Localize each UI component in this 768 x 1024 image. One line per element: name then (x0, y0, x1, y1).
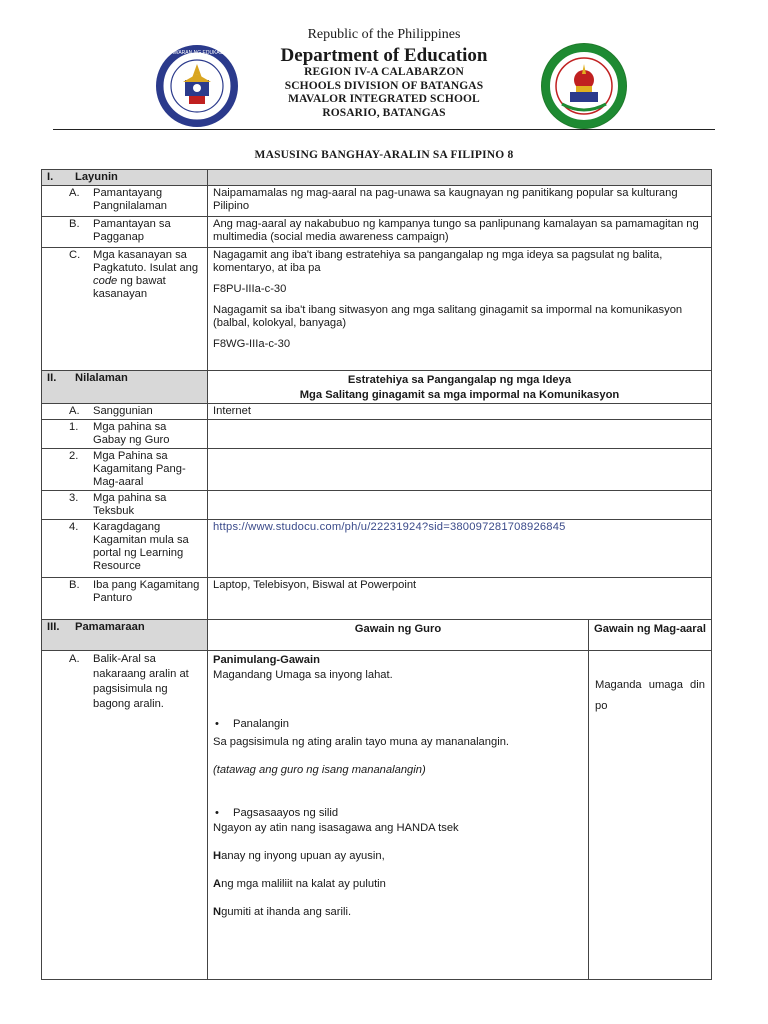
row-label: Sanggunian (93, 405, 153, 417)
header-divider (53, 129, 715, 130)
row-content: Laptop, Telebisyon, Biswal at Powerpoint (208, 578, 712, 620)
division-line: SCHOOLS DIVISION OF BATANGAS (284, 79, 484, 92)
table-row (42, 651, 712, 980)
table-row (42, 420, 712, 449)
row-content: Internet (208, 404, 712, 420)
handa-h-letter: H (213, 850, 222, 862)
document-title: MASUSING BANGHAY-ARALIN SA FILIPINO 8 (254, 149, 514, 161)
row-number: B. (69, 579, 80, 591)
row-number: B. (69, 218, 80, 230)
section-number: II. (47, 372, 57, 384)
bullet-pagsasaayos: • Pagsasaayos ng silid (215, 806, 583, 821)
bullet-panalangin: • Panalangin (215, 717, 583, 732)
competency-code: F8WG-IIIa-c-30 (213, 338, 291, 350)
lesson-topic-2: Mga Salitang ginagamit sa mga impormal na Komunikasyon (299, 389, 620, 401)
lesson-plan-table (41, 169, 712, 980)
lesson-topic-1: Estratehiya sa Pangangalap ng mga Ideya (347, 374, 572, 386)
row-label: Mga pahina sa Teksbuk (93, 492, 167, 517)
row-number: A. (69, 653, 80, 665)
row-content (208, 491, 712, 520)
department-line: Department of Education (280, 45, 488, 66)
greeting-text: Magandang Umaga sa inyong lahat. (213, 669, 393, 681)
competency-text: Nagagamit sa iba't ibang sitwasyon ang mga salitang ginagamit sa impormal na komunikasyon (balbal, kolokyal, banyaga) (213, 304, 683, 329)
school-line: MAVALOR INTEGRATED SCHOOL (288, 93, 480, 105)
row-content (208, 449, 712, 491)
row-number: A. (69, 405, 80, 417)
section-number: III. (47, 621, 60, 633)
row-label: Pamantayan sa Pagganap (93, 218, 171, 243)
section-label: Pamamaraan (75, 621, 145, 633)
table-row (42, 248, 712, 371)
handa-a-rest: ng mga maliliit na kalat ay pulutin (221, 878, 386, 890)
competency-code: F8PU-IIIa-c-30 (213, 283, 287, 295)
location-line: ROSARIO, BATANGAS (322, 106, 446, 119)
table-row (42, 491, 712, 520)
handa-a-letter: A (213, 878, 222, 890)
handa-a-line (213, 877, 583, 892)
row-label: Mga kasanayan sa Pagkatuto. Isulat ang (93, 249, 199, 274)
section-number: I. (47, 171, 54, 183)
table-row (42, 186, 712, 217)
student-response: Maganda umaga din po (595, 679, 705, 712)
row-number: 2. (69, 450, 79, 462)
row-label: ng bawat kasanayan (93, 275, 166, 300)
section-row-nilalaman (42, 371, 712, 404)
row-label: Pamantayang Pangnilalaman (93, 187, 168, 212)
row-number: A. (69, 187, 80, 199)
handa-text: Ngayon ay atin nang isasagawa ang HANDA tsek (213, 822, 459, 834)
row-label: Karagdagang Kagamitan mula sa portal ng Learning Resource (93, 521, 189, 572)
row-label: Mga Pahina sa Kagamitang Pang-Mag-aaral (93, 450, 186, 488)
table-row (42, 578, 712, 620)
row-content (208, 420, 712, 449)
section-row-layunin (42, 170, 712, 186)
resource-link[interactable]: https://www.studocu.com/ph/u/22231924?sid=380097281708926845 (213, 521, 566, 533)
competency-text: Nagagamit ang iba't ibang estratehiya sa pangangalap ng mga ideya sa pagsulat ng balita, komentaryo, at iba pa (213, 249, 663, 274)
table-row (42, 404, 712, 420)
svg-text:KAGAWARAN NG EDUKASYON: KAGAWARAN NG EDUKASYON (160, 50, 234, 56)
section-row-pamamaraan (42, 620, 712, 651)
handa-h-rest: anay ng inyong upuan ay ayusin, (221, 850, 385, 862)
handa-h-line (213, 849, 583, 864)
row-label: Iba pang Kagamitang Panturo (93, 579, 200, 604)
column-header-magaaral: Gawain ng Mag-aaral (589, 620, 712, 651)
row-number: 1. (69, 421, 79, 433)
row-label-code: code (93, 275, 118, 287)
table-row (42, 449, 712, 491)
row-number: 3. (69, 492, 79, 504)
row-number: C. (69, 249, 81, 261)
row-label: Balik-Aral sa nakaraang aralin at pagsisimula ng bagong aralin. (93, 653, 189, 710)
prayer-text: Sa pagsisimula ng ating aralin tayo muna ay mananalangin. (213, 736, 510, 748)
prayer-note: (tatawag ang guro ng isang mananalangin) (213, 764, 426, 776)
republic-line: Republic of the Philippines (307, 27, 461, 42)
table-row (42, 520, 712, 578)
region-line: REGION IV-A CALABARZON (304, 66, 464, 78)
letterhead (0, 0, 768, 130)
handa-n-letter: N (213, 906, 222, 918)
row-number: 4. (69, 521, 79, 533)
column-header-guro: Gawain ng Guro (208, 620, 589, 651)
table-row (42, 217, 712, 248)
activity-heading: Panimulang-Gawain (213, 654, 320, 666)
handa-n-line (213, 905, 583, 920)
row-content: Ang mag-aaral ay nakabubuo ng kampanya tungo sa panlipunang kamalayan sa pamamagitan ng multimedia (social media awareness campaign) (208, 217, 712, 248)
row-content: Naipamamalas ng mag-aaral na pag-unawa sa kaugnayan ng panitikang popular sa kulturang Pilipino (208, 186, 712, 217)
section-label: Layunin (75, 171, 118, 183)
row-label: Mga pahina sa Gabay ng Guro (93, 421, 170, 446)
section-label: Nilalaman (75, 372, 128, 384)
handa-n-rest: gumiti at ihanda ang sarili. (221, 906, 352, 918)
